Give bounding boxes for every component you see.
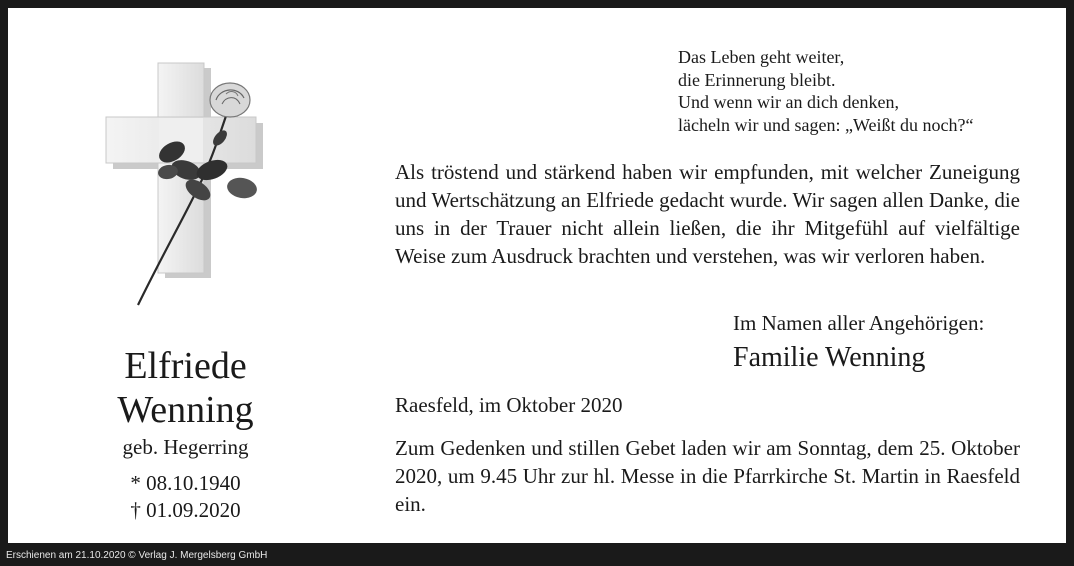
poem	[678, 46, 1038, 136]
poem-line: Und wenn wir an dich denken,	[678, 92, 899, 112]
deceased-first-name: Elfriede	[124, 345, 247, 387]
publication-footer: Erschienen am 21.10.2020 © Verlag J. Mergelsberg GmbH	[6, 550, 268, 561]
signature-family: Familie Wenning	[733, 342, 926, 373]
birth-date: * 08.10.1940	[130, 471, 241, 495]
thanks-paragraph: Als tröstend und stärkend haben wir empfunden, mit welcher Zuneigung und Wertschätzung an Elfriede gedacht wurde. Wir sagen allen Danke, die uns in der Trauer nicht allein ließen, die ihr Mitgefühl auf vielfältige Weise zum Ausdruck brachten und verstehen, was wir verloren haben.	[395, 160, 1020, 268]
maiden-name: geb. Hegerring	[122, 435, 249, 459]
poem-line: Das Leben geht weiter,	[678, 47, 845, 67]
cross-with-rose-icon	[100, 60, 270, 310]
deceased-last-name: Wenning	[117, 389, 254, 431]
signature-intro: Im Namen aller Angehörigen:	[733, 311, 985, 335]
poem-line: die Erinnerung bleibt.	[678, 69, 836, 90]
memorial-paragraph: Zum Gedenken und stillen Gebet laden wir am Sonntag, dem 25. Oktober 2020, um 9.45 Uhr zur hl. Messe in die Pfarrkirche St. Martin in Raesfeld ein.	[395, 436, 1020, 516]
place-date: Raesfeld, im Oktober 2020	[395, 393, 623, 417]
obituary-card	[8, 8, 1066, 543]
death-date: † 01.09.2020	[130, 498, 241, 522]
poem-line: lächeln wir und sagen: „Weißt du noch?“	[678, 114, 974, 135]
